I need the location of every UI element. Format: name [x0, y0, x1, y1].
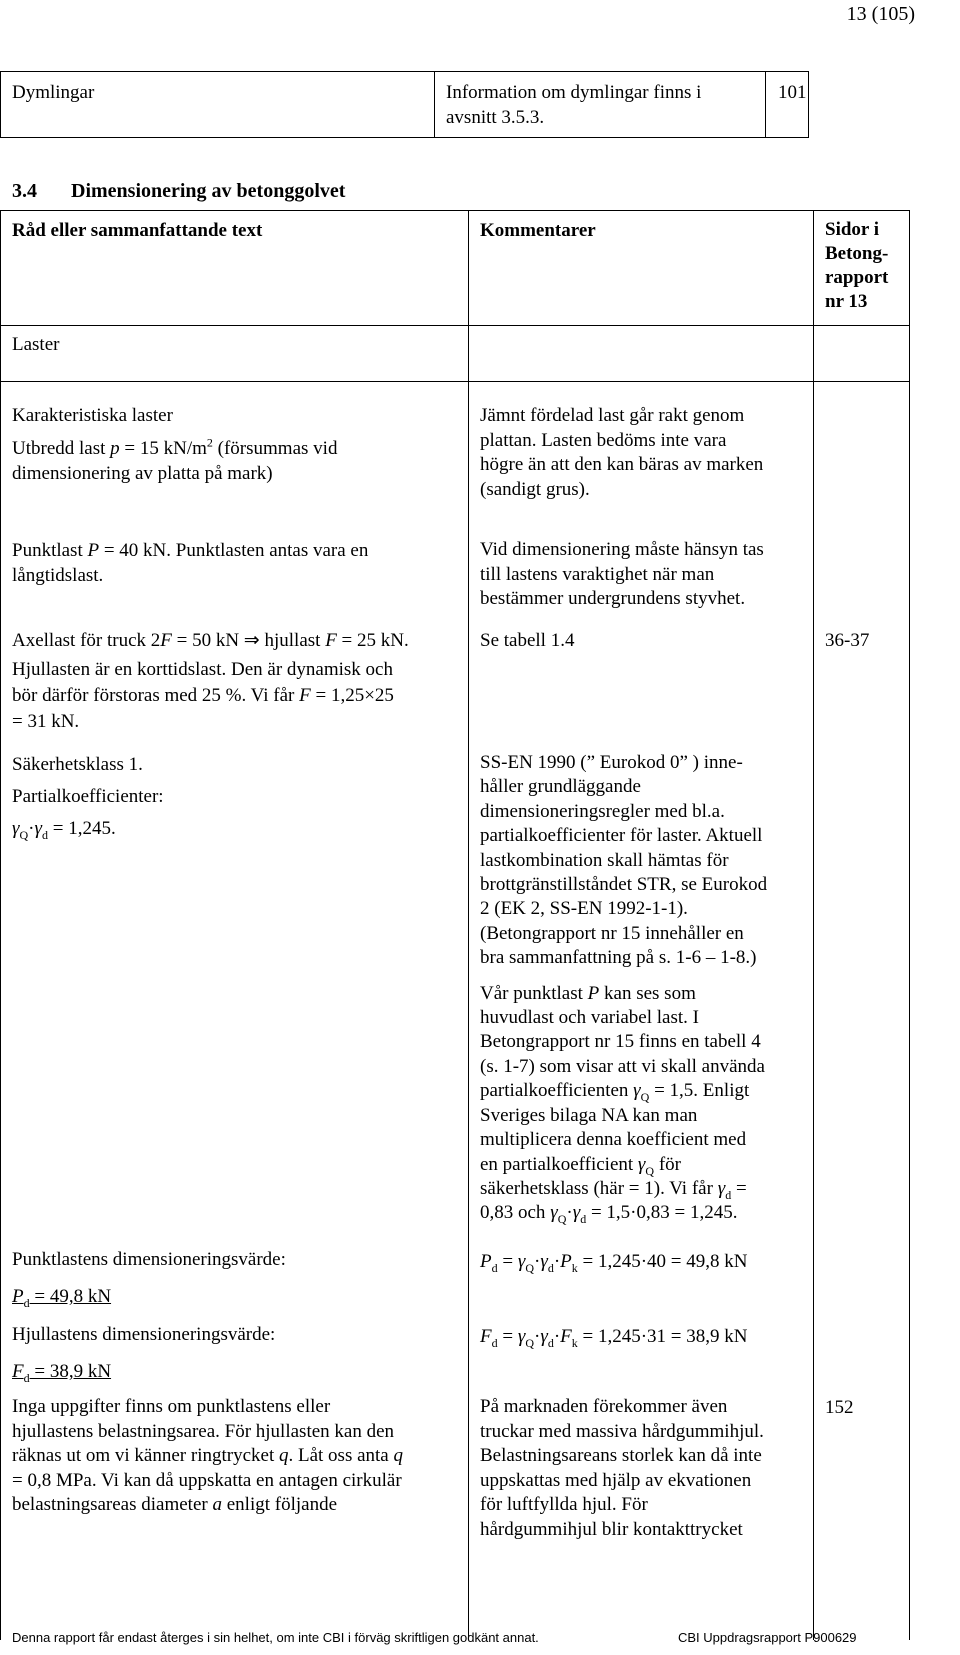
- axel-block: Axellast för truck 2F = 50 kN ⇒ hjullast F = 25 kN. Hjullasten är en korttidslast. Den är dynamisk och bör därför förstoras med 25 %. Vi får F = 1,25×25 = 31 kN.: [12, 630, 409, 732]
- fd-formula: $F_d = \gamma_Q\cdot\gamma_d\cdot F_k = 1,245\cdot 31 = 38,9$ kN: [480, 1326, 748, 1350]
- section-number: 3.4: [12, 180, 37, 202]
- header-comments: Kommentarer: [480, 220, 596, 241]
- axel-comment: Se tabell 1.4: [480, 630, 575, 651]
- fd-block: Hjullastens dimensioneringsvärde: $F_d = 38,9$ kN: [12, 1324, 276, 1385]
- header-pages: [825, 218, 905, 314]
- top-cell-info: Information om dymlingar finns i avsnitt 3.5.3.: [446, 82, 702, 128]
- header-advice: Råd eller sammanfattande text: [12, 220, 263, 241]
- top-cell-dymlingar: Dymlingar: [12, 82, 95, 103]
- header-pages-line: rapport: [825, 267, 889, 288]
- page-number: 13 (105): [846, 3, 915, 25]
- inga-comment: På marknaden förekommer även truckar med massiva hårdgummihjul. Belastningsareans storlek kan då inte uppskattas med hjälp av ekvationen för luftfyllda hjul. För hårdgummihjul blir kontakttrycket: [480, 1396, 764, 1540]
- inga-block: Inga uppgifter finns om punktlastens eller hjullastens belastningsarea. För hjullasten kan den räknas ut om vi känner ringtrycket q. Låt oss anta q = 0,8 MPa. Vi kan då uppskatta en antagen cirkulär belastningsareas diameter a enligt följande: [12, 1396, 403, 1515]
- saker-block: Säkerhetsklass 1. Partialkoefficienter: $\gamma_Q\cdot\gamma_d = 1,245$.: [12, 754, 164, 842]
- karak-title: Karakteristiska laster: [12, 405, 173, 426]
- punkt-block: Punktlast P = 40 kN. Punktlasten antas vara en långtidslast.: [12, 540, 369, 586]
- pd-formula: $P_d = \gamma_Q\cdot\gamma_d\cdot P_k = 1,245\cdot 40 = 49,8$ kN: [480, 1251, 748, 1275]
- axel-pages: 36-37: [825, 630, 870, 651]
- saker-comment: SS-EN 1990 (” Eurokod 0” ) inne- håller grundläggande dimensioneringsregler med bl.a. partialkoefficienter för laster. Aktuell lastkombination skall hämtas för brottgränstillståndet STR, se Eurokod 2 (EK 2, SS-EN 1992-1-1). (Betongrapport nr 15 innehåller en bra sammanfattning på s. 1-6 – 1-8.) Vår punktlast P kan ses som huvudlast och variabel last. I Betongrapport nr 15 finns en tabell 4 (s. 1-7) som visar att vi skall använda partialkoefficienten $\gamma_Q = 1,5$. Enligt Sveriges bilaga NA kan man multiplicera denna koefficient med en partialkoefficient $\gamma_Q$ för säkerhetsklass (här = 1). Vi får $\gamma_d$ = 0,83 och $\gamma_Q\cdot\gamma_d = 1,5\cdot 0,83 = 1,245$.: [480, 752, 768, 1227]
- header-pages-line: Sidor i: [825, 219, 880, 240]
- inga-pages: 152: [825, 1397, 854, 1418]
- section-title: Dimensionering av betonggolvet: [71, 180, 346, 202]
- karak-block: [12, 403, 462, 486]
- footer-right: CBI Uppdragsrapport P900629: [678, 1630, 857, 1645]
- footer-left: Denna rapport får endast återges i sin helhet, om inte CBI i förväg skriftligen godkänt annat.: [12, 1630, 539, 1645]
- karak-line1: Utbredd last p = 15 $kN/m^2$ (försummas vid: [12, 435, 338, 459]
- section-heading: [12, 179, 345, 204]
- karak-line2: dimensionering av platta på mark): [12, 463, 273, 484]
- punkt-comment: Vid dimensionering måste hänsyn tas till lastens varaktighet när man bestämmer undergrundens styvhet.: [480, 539, 764, 609]
- laster-heading: Laster: [12, 334, 60, 355]
- pd-block: Punktlastens dimensioneringsvärde: $P_d = 49,8$ kN: [12, 1249, 286, 1310]
- karak-comment: Jämnt fördelad last går rakt genom plattan. Lasten bedöms inte vara högre än att den kan bäras av marken (sandigt grus).: [480, 405, 764, 500]
- header-pages-line: Betong-: [825, 243, 889, 264]
- header-pages-line: nr 13: [825, 291, 868, 312]
- top-cell-page: 101: [778, 82, 807, 103]
